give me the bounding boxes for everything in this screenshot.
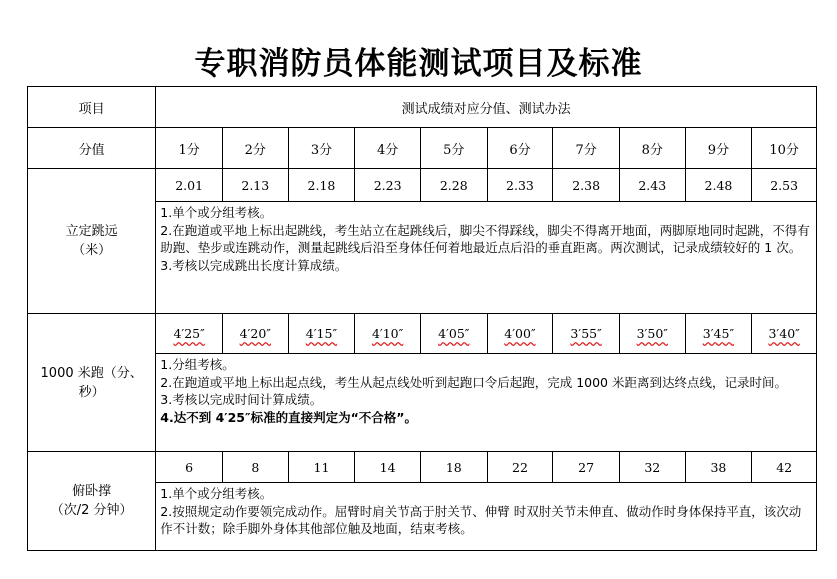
value-cell: 22: [487, 452, 553, 483]
header-row: [28, 87, 817, 128]
score-cell: 8分: [619, 128, 685, 169]
value-cell: 2.18: [288, 169, 355, 202]
value-cell: 32: [619, 452, 685, 483]
long-jump-method: [156, 202, 817, 314]
value-cell: 2.01: [156, 169, 223, 202]
method-line: 1.单个或分组考核。: [160, 486, 273, 501]
header-item-cell: 项目: [28, 87, 156, 128]
value-cell: 11: [288, 452, 355, 483]
item-unit-line: （次/2 分钟）: [50, 503, 133, 518]
page-title: 专职消防员体能测试项目及标准: [194, 46, 643, 82]
score-cell: 4分: [355, 128, 421, 169]
score-cell: 2分: [222, 128, 288, 169]
score-cell: 3分: [288, 128, 355, 169]
long-jump-values-row: [28, 169, 817, 202]
value-cell-wrap: [553, 314, 620, 354]
value-cell: 2.53: [752, 169, 817, 202]
method-line: 3.考核以完成时间计算成绩。: [160, 392, 323, 407]
value-cell: 14: [355, 452, 421, 483]
value-cell: 3′45″: [702, 326, 735, 341]
score-cell: 10分: [752, 128, 817, 169]
value-cell: 8: [222, 452, 288, 483]
value-cell-wrap: [487, 314, 553, 354]
value-cell: 4′10″: [371, 326, 404, 341]
run-label: [28, 314, 156, 452]
pushup-values-row: [28, 452, 817, 483]
value-cell: 3′40″: [768, 326, 800, 341]
value-cell: 2.13: [222, 169, 288, 202]
item-unit-line: （米）: [72, 243, 112, 258]
score-cell: 6分: [487, 128, 553, 169]
value-cell: 4′00″: [504, 326, 536, 341]
score-cell: 5分: [420, 128, 487, 169]
value-cell: 18: [420, 452, 487, 483]
method-line: 1.单个或分组考核。: [160, 205, 273, 220]
score-row: [28, 128, 817, 169]
method-line: 3.考核以完成跳出长度计算成绩。: [160, 257, 348, 273]
method-line: 2.在跑道或平地上标出起点线，考生从起点线处听到起跑口令后起跑，完成 1000 米距离到达终点线，记录时间。: [160, 374, 787, 390]
value-cell: 2.33: [487, 169, 553, 202]
run-method: [156, 354, 817, 452]
value-cell-wrap: [222, 314, 288, 354]
value-cell: 2.23: [355, 169, 421, 202]
item-name-line: 立定跳远: [65, 224, 118, 239]
value-cell-wrap: [685, 314, 752, 354]
value-cell: 4′25″: [173, 326, 205, 341]
value-cell-wrap: [156, 314, 223, 354]
value-cell: 4′20″: [239, 326, 271, 341]
value-cell-wrap: [420, 314, 487, 354]
run-values-row: [28, 314, 817, 354]
method-line: 2.按照规定动作要领完成动作。屈臂时肩关节高于肘关节、伸臂 时双肘关节未伸直、做动作时身体保持平直，该次动作不计数；除手脚外身体其他部位触及地面，结束考核。: [160, 503, 802, 536]
value-cell: 38: [685, 452, 752, 483]
value-cell: 3′50″: [636, 326, 668, 341]
score-label: 分值: [28, 128, 156, 169]
value-cell: 2.38: [553, 169, 620, 202]
value-cell: 3′55″: [570, 326, 602, 341]
value-cell: 2.28: [420, 169, 487, 202]
score-cell: 7分: [553, 128, 620, 169]
long-jump-label: [28, 169, 156, 314]
item-unit-line: 秒）: [78, 384, 105, 400]
method-line: 2.在跑道或平地上标出起跳线，考生站立在起跳线后，脚尖不得踩线，脚尖不得离开地面，两脚原地同时起跳，不得有助跑、垫步或连跳动作，测量起跳线后沿至身体任何着地最近点后沿的垂直距离。两次测试，记录成绩较好的 1 次。: [160, 222, 810, 255]
item-name-line: 1000 米跑（分、: [40, 365, 143, 381]
method-line-emphasis: 4.达不到 4′25″标准的直接判定为“不合格”。: [160, 409, 417, 425]
method-line: 1.分组考核。: [160, 357, 235, 372]
value-cell: 2.43: [619, 169, 685, 202]
pushup-method: [156, 483, 817, 551]
value-cell-wrap: [288, 314, 355, 354]
value-cell: 6: [156, 452, 223, 483]
score-cell: 1分: [156, 128, 223, 169]
pushup-label: [28, 452, 156, 551]
value-cell: 2.48: [685, 169, 752, 202]
value-cell-wrap: [619, 314, 685, 354]
value-cell: 4′05″: [438, 326, 470, 341]
score-cell: 9分: [685, 128, 752, 169]
value-cell-wrap: [355, 314, 421, 354]
header-method-cell: 测试成绩对应分值、测试办法: [156, 87, 817, 128]
value-cell: 42: [752, 452, 817, 483]
item-name-line: 俯卧撑: [72, 484, 112, 499]
value-cell: 27: [553, 452, 620, 483]
value-cell-wrap: [752, 314, 817, 354]
value-cell: 4′15″: [305, 326, 338, 341]
standards-table: [27, 86, 817, 551]
